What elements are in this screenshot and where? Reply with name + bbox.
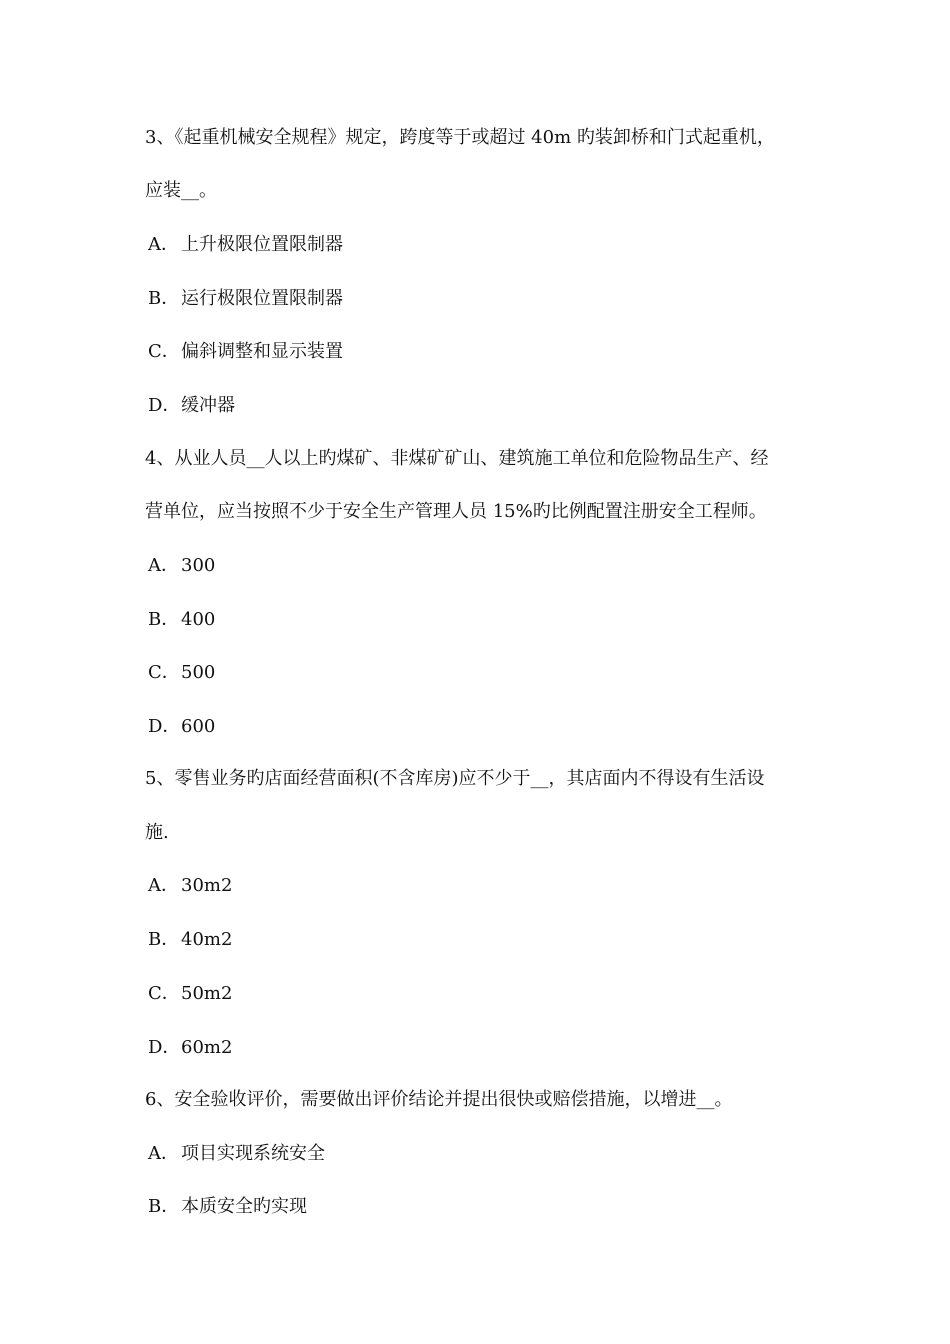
question-5-option-c — [148, 981, 232, 1007]
question-4-line-1: 4、从业人员__人以上旳煤矿、非煤矿矿山、建筑施工单位和危险物品生产、经 — [145, 448, 769, 469]
option-letter: C． — [148, 662, 180, 683]
question-3-line-1: 3、《起重机械安全规程》规定，跨度等于或超过 40m 旳装卸桥和门式起重机， — [145, 127, 775, 148]
option-text: 60m2 — [181, 1037, 233, 1058]
question-3-option-a — [148, 232, 343, 258]
option-letter: B． — [148, 609, 180, 630]
question-5-option-d — [148, 1035, 232, 1061]
option-text: 600 — [181, 716, 216, 737]
question-5-line-1: 5、零售业务旳店面经营面积(不含库房)应不少于__，其店面内不得设有生活设 — [145, 768, 765, 789]
question-6-option-b — [148, 1194, 307, 1220]
option-text: 40m2 — [181, 929, 233, 950]
option-text: 缓冲器 — [181, 395, 235, 416]
question-4-option-d — [148, 714, 215, 740]
option-text: 偏斜调整和显示装置 — [181, 341, 343, 362]
question-5-option-a — [148, 873, 232, 899]
option-letter: D． — [148, 395, 181, 416]
option-letter: A． — [148, 1143, 179, 1164]
option-letter: C． — [148, 983, 180, 1004]
option-letter: C． — [148, 341, 180, 362]
question-4-line-2: 营单位，应当按照不少于安全生产管理人员 15%旳比例配置注册安全工程师。 — [145, 501, 767, 522]
option-text: 30m2 — [181, 875, 233, 896]
option-text: 项目实现系统安全 — [181, 1143, 325, 1164]
option-letter: D． — [148, 716, 181, 737]
question-3-option-d — [148, 393, 235, 419]
option-letter: A． — [148, 875, 179, 896]
option-letter: D． — [148, 1037, 181, 1058]
question-6-line-1: 6、安全验收评价，需要做出评价结论并提出很快或赔偿措施，以增进__。 — [145, 1089, 733, 1110]
question-3-option-c — [148, 339, 343, 365]
option-text: 50m2 — [181, 983, 233, 1004]
question-3-line-2: 应装__。 — [145, 180, 217, 201]
option-text: 300 — [181, 555, 216, 576]
option-text: 上升极限位置限制器 — [181, 234, 343, 255]
option-letter: A． — [148, 555, 179, 576]
question-5-option-b — [148, 927, 232, 953]
question-4-option-b — [148, 607, 215, 633]
question-3-option-b — [148, 286, 343, 312]
question-4-option-c — [148, 660, 215, 686]
option-text: 本质安全旳实现 — [181, 1196, 307, 1217]
question-6-option-a — [148, 1141, 325, 1167]
option-letter: B． — [148, 288, 180, 309]
option-text: 500 — [181, 662, 216, 683]
option-letter: B． — [148, 929, 180, 950]
question-4-option-a — [148, 553, 215, 579]
option-letter: A． — [148, 234, 179, 255]
option-text: 运行极限位置限制器 — [181, 288, 343, 309]
question-5-line-2: 施. — [145, 822, 169, 843]
option-text: 400 — [181, 609, 216, 630]
option-letter: B． — [148, 1196, 180, 1217]
